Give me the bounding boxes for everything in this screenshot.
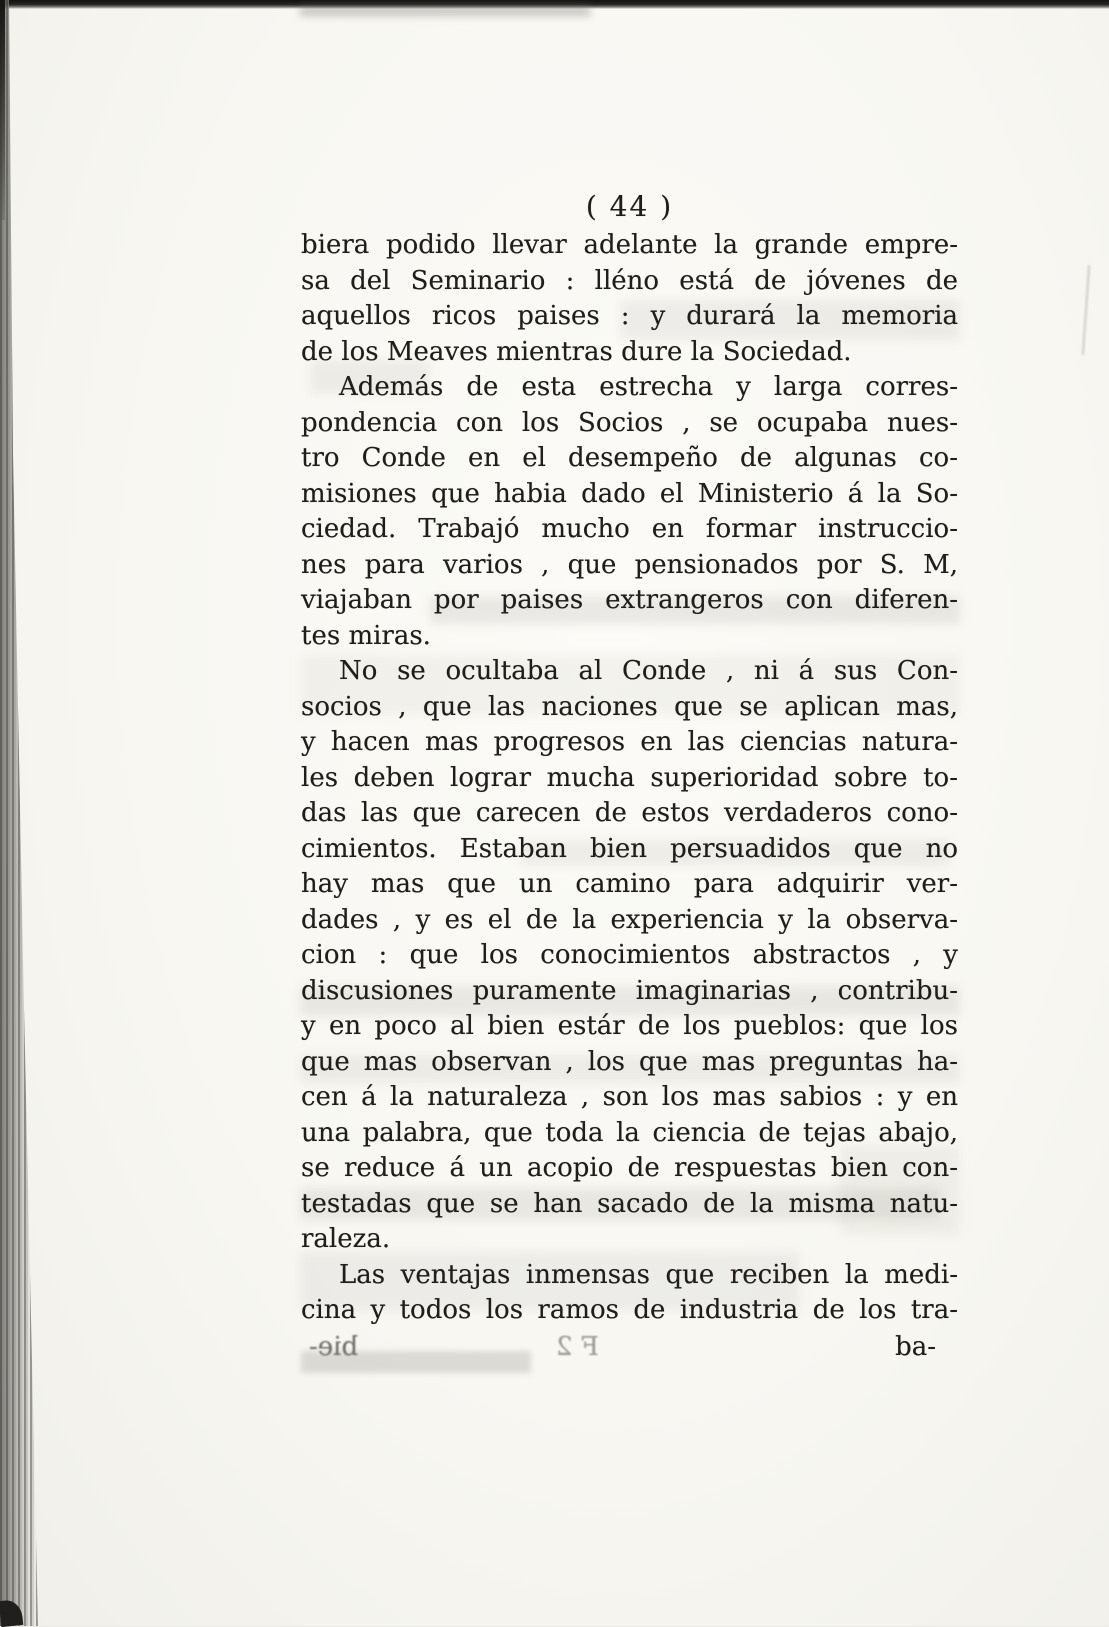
text-line: viajaban por paises extrangeros con diferen-	[301, 585, 958, 615]
page-number: ( 44 )	[585, 190, 674, 223]
paper-crease	[1082, 265, 1090, 355]
text-line: y hacen mas progresos en las ciencias natura-	[301, 727, 958, 757]
text-column	[301, 186, 958, 1365]
text-line: socios , que las naciones que se aplican mas,	[301, 691, 958, 722]
text-line: discusiones puramente imaginarias , contribu-	[301, 975, 958, 1006]
text-line: aquellos ricos paises : y durará la memoria	[301, 301, 958, 331]
showthrough-text-mirrored: bie-	[309, 1331, 359, 1362]
text-line: testadas que se han sacado de la misma natu-	[301, 1188, 958, 1219]
text-line: de los Meaves mientras dure la Sociedad.	[301, 336, 852, 367]
text-line: cina y todos los ramos de industria de los tra-	[301, 1295, 958, 1325]
text-line: y en poco al bien estár de los pueblos: que los	[301, 1011, 958, 1041]
text-line: cion : que los conocimientos abstractos , y	[301, 940, 958, 970]
text-lines	[301, 228, 958, 1329]
text-line: cimientos. Estaban bien persuadidos que no	[301, 833, 958, 864]
text-line: hay mas que un camino para adquirir ver-	[301, 869, 958, 899]
text-line: Además de esta estrecha y larga corres-	[339, 372, 958, 402]
text-line: tes miras.	[301, 620, 431, 651]
text-line: cen á la naturaleza , son los mas sabios : y en	[301, 1082, 958, 1112]
text-line: raleza.	[301, 1224, 391, 1254]
text-line: misiones que habia dado el Ministerio á la So-	[301, 478, 958, 509]
text-line: ciedad. Trabajó mucho en formar instruccio-	[301, 514, 958, 544]
text-line: dades , y es el de la experiencia y la observa-	[301, 904, 958, 935]
catchword-row	[301, 1329, 958, 1365]
paper-stain	[301, 1351, 531, 1373]
book-gutter-page-edges	[0, 0, 40, 1626]
text-line: sa del Seminario : lléno está de jóvenes de	[301, 265, 958, 296]
text-line: les deben lograr mucha superioridad sobre to-	[301, 762, 958, 793]
text-line: que mas observan , los que mas preguntas ha-	[301, 1046, 958, 1077]
text-line: tro Conde en el desempeño de algunas co-	[301, 443, 958, 473]
text-line: Las ventajas inmensas que reciben la medi-	[339, 1259, 958, 1290]
scan-left-edge-shadow	[0, 0, 5, 220]
text-line: nes para varios , que pensionados por S. M,	[301, 549, 958, 580]
text-line: una palabra, que toda la ciencia de tejas abajo,	[301, 1117, 958, 1148]
catchword: ba-	[895, 1331, 936, 1362]
text-line: se reduce á un acopio de respuestas bien con-	[301, 1153, 958, 1183]
text-line: das las que carecen de estos verdaderos cono-	[301, 798, 958, 828]
text-line: biera podido llevar adelante la grande empre-	[301, 230, 958, 260]
text-line: No se ocultaba al Conde , ni á sus Con-	[339, 656, 958, 686]
paper-stain	[300, 6, 590, 16]
showthrough-signature-mark-mirrored: F 2	[556, 1331, 599, 1362]
text-line: pondencia con los Socios , se ocupaba nues-	[301, 407, 958, 438]
